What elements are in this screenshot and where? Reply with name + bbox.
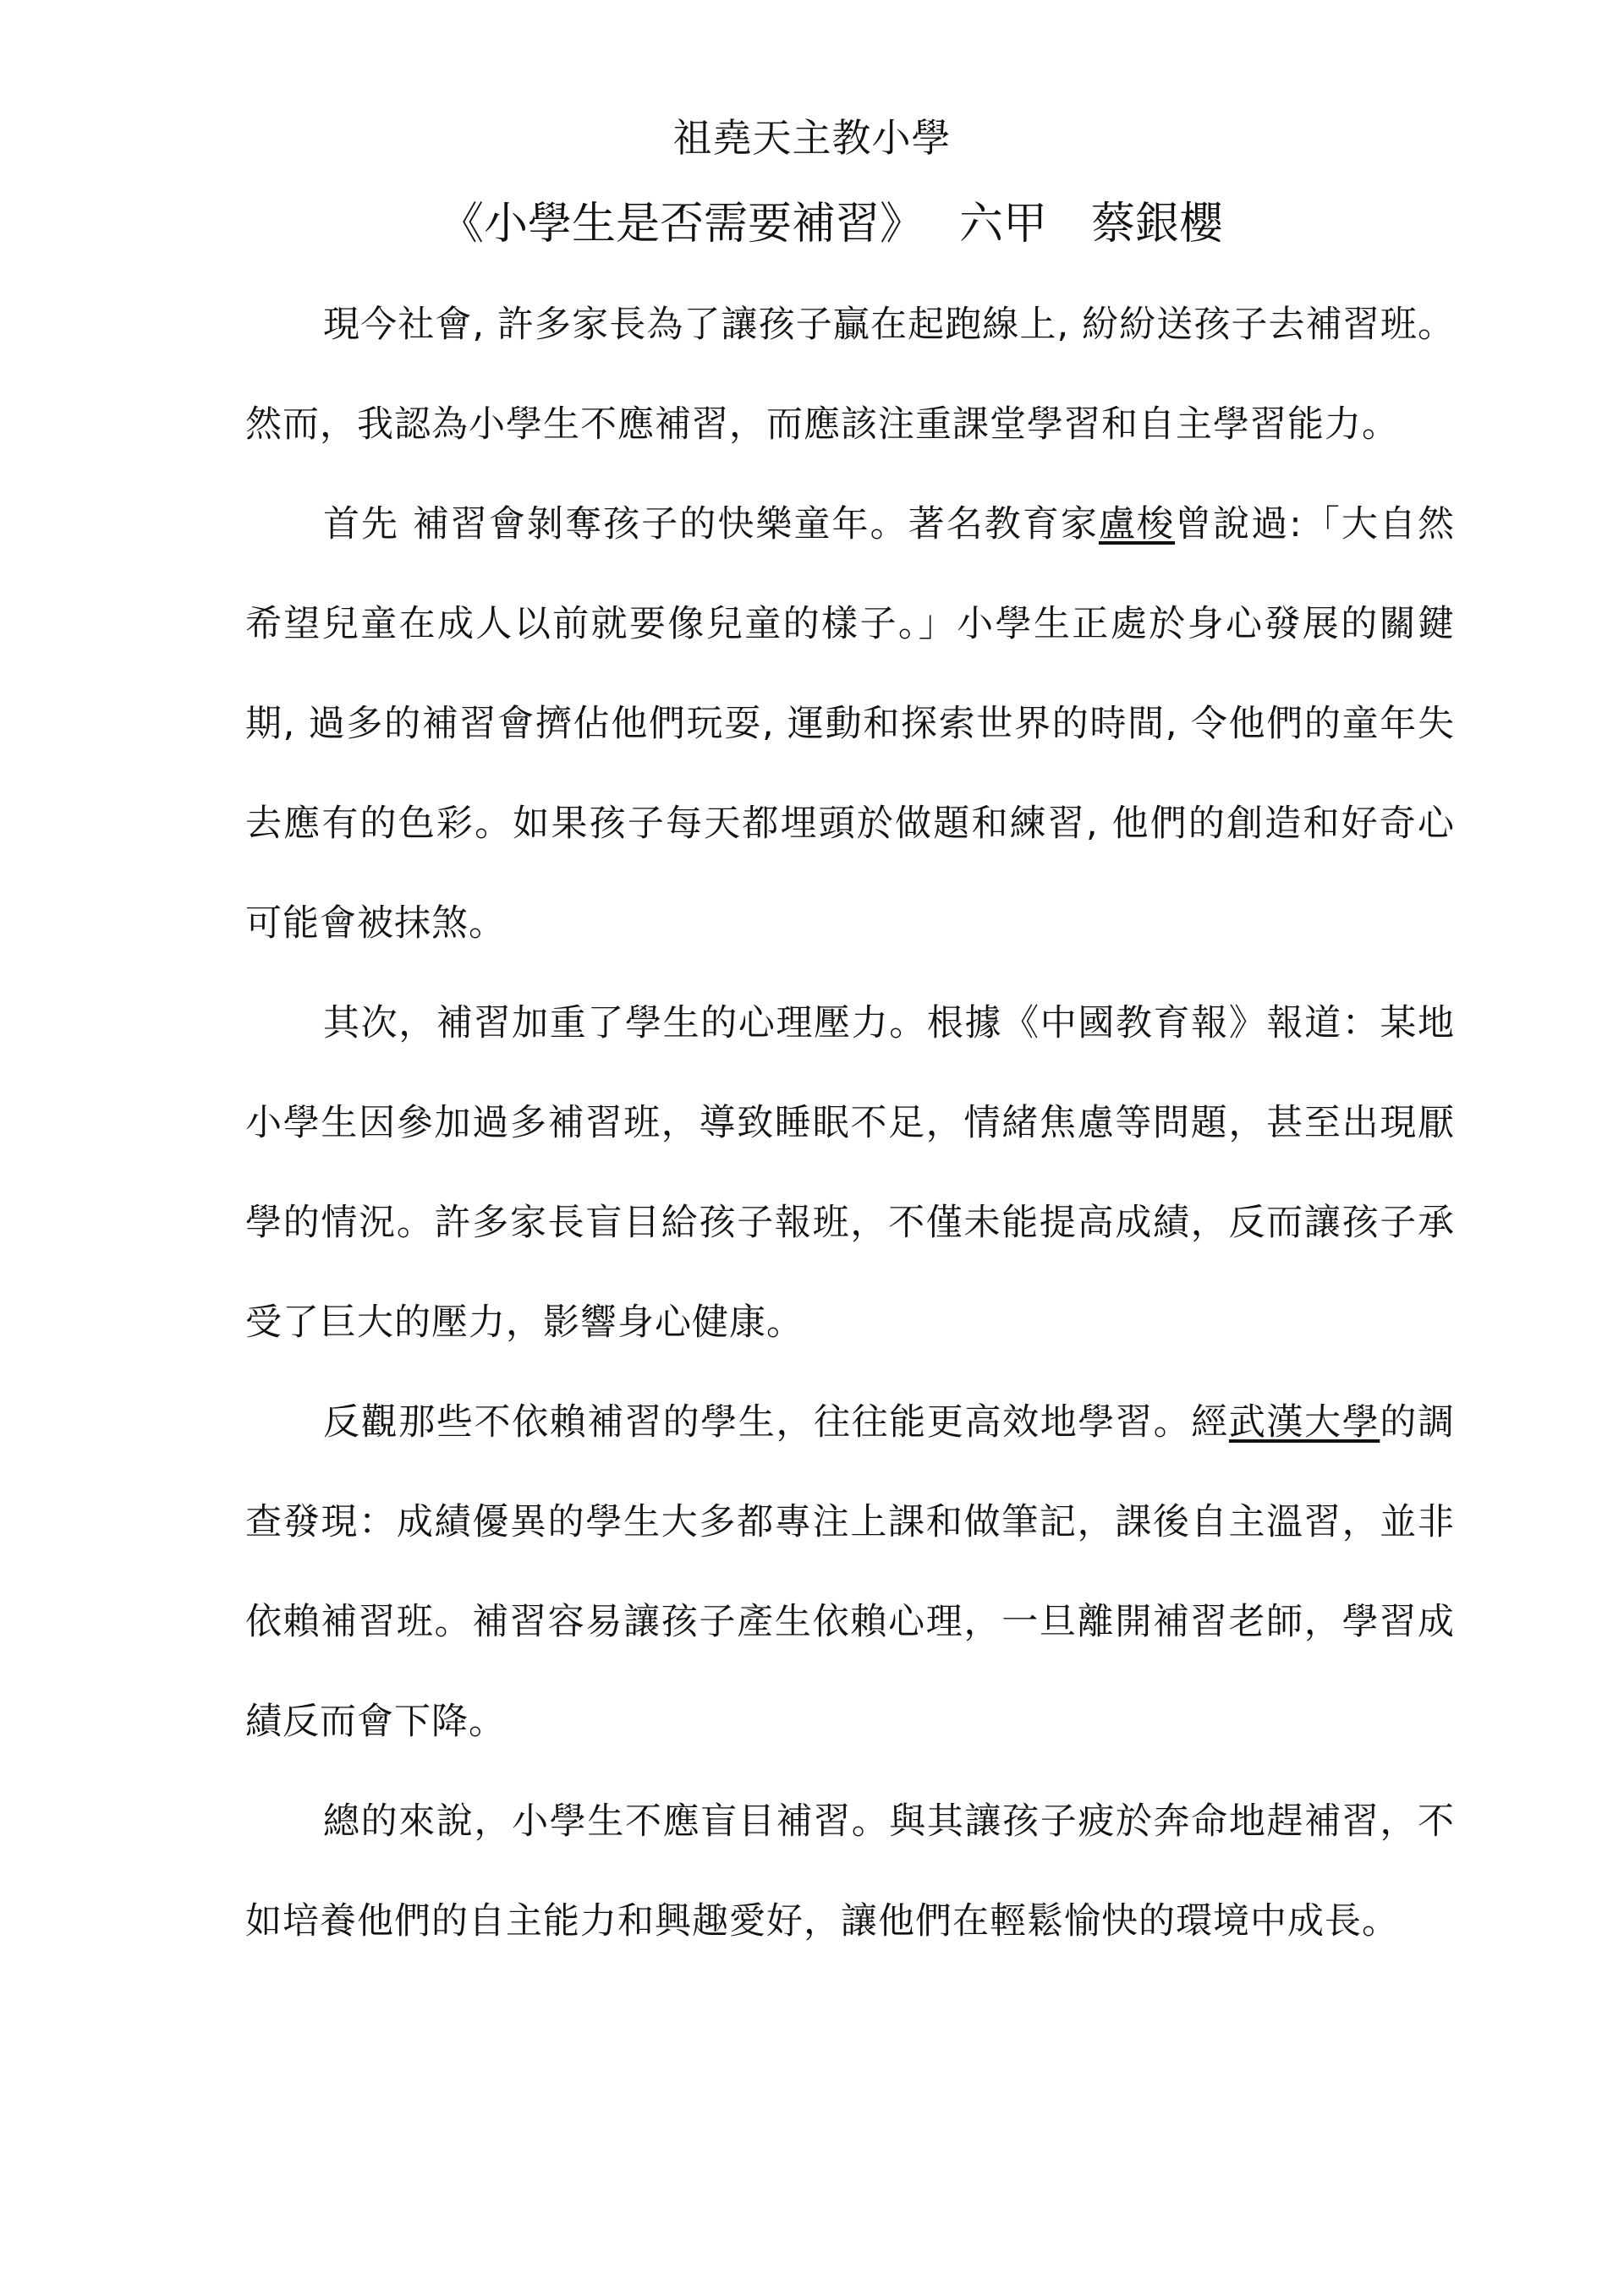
underlined-name-rousseau: 盧梭 [1098,503,1176,545]
essay-title-line [440,190,1223,258]
essay-title: 《小學生是否需要補習》 [440,199,924,249]
paragraph-text: 的調查發現：成績優異的學生大多都專注上課和做筆記，課後自主溫習，並非依賴補習班。補習容易讓孩子產生依賴心理，一旦離開補習老師，學習成績反而會下降。 [245,1401,1456,1743]
paragraph-text: 反觀那些不依賴補習的學生，往往能更高效地學習。經 [323,1401,1229,1444]
paragraph-self-learning [245,1373,1455,1772]
essay-body [245,275,1455,1971]
paragraph-pressure: 其次，補習加重了學生的心理壓力。根據《中國教育報》報道：某地小學生因參加過多補習班，導致睡眠不足，情緒焦慮等問題，甚至出現厭學的情況。許多家長盲目給孩子報班，不僅未能提高成績，反而讓孩子承受了巨大的壓力，影響身心健康。 [245,1002,1455,1344]
paragraph-conclusion: 總的來說，小學生不應盲目補習。與其讓孩子疲於奔命地趕補習，不如培養他們的自主能力和興趣愛好，讓他們在輕鬆愉快的環境中成長。 [245,1800,1455,1943]
author-name: 蔡銀櫻 [1091,199,1224,249]
underlined-name-wuhan-university: 武漢大學 [1228,1401,1380,1444]
class-name: 六甲 [959,199,1048,249]
paragraph-text: 首先 補習會剝奪孩子的快樂童年。著名教育家 [323,503,1099,545]
paragraph-text: 曾說過:「大自然希望兒童在成人以前就要像兒童的樣子。」小學生正處於身心發展的關鍵期, 過多的補習會擠佔他們玩耍, 運動和探索世界的時間, 令他們的童年失去應有的色彩。如果孩子每天都埋頭於做題和練習, 他們的創造和好奇心可能會被抹煞。 [245,503,1455,945]
school-name: 祖堯天主教小學 [672,115,952,161]
paragraph-introduction: 現今社會, 許多家長為了讓孩子贏在起跑線上, 紛紛送孩子去補習班。然而，我認為小學生不應補習，而應該注重課堂學習和自主學習能力。 [245,304,1455,446]
paragraph-happy-childhood [245,474,1455,973]
